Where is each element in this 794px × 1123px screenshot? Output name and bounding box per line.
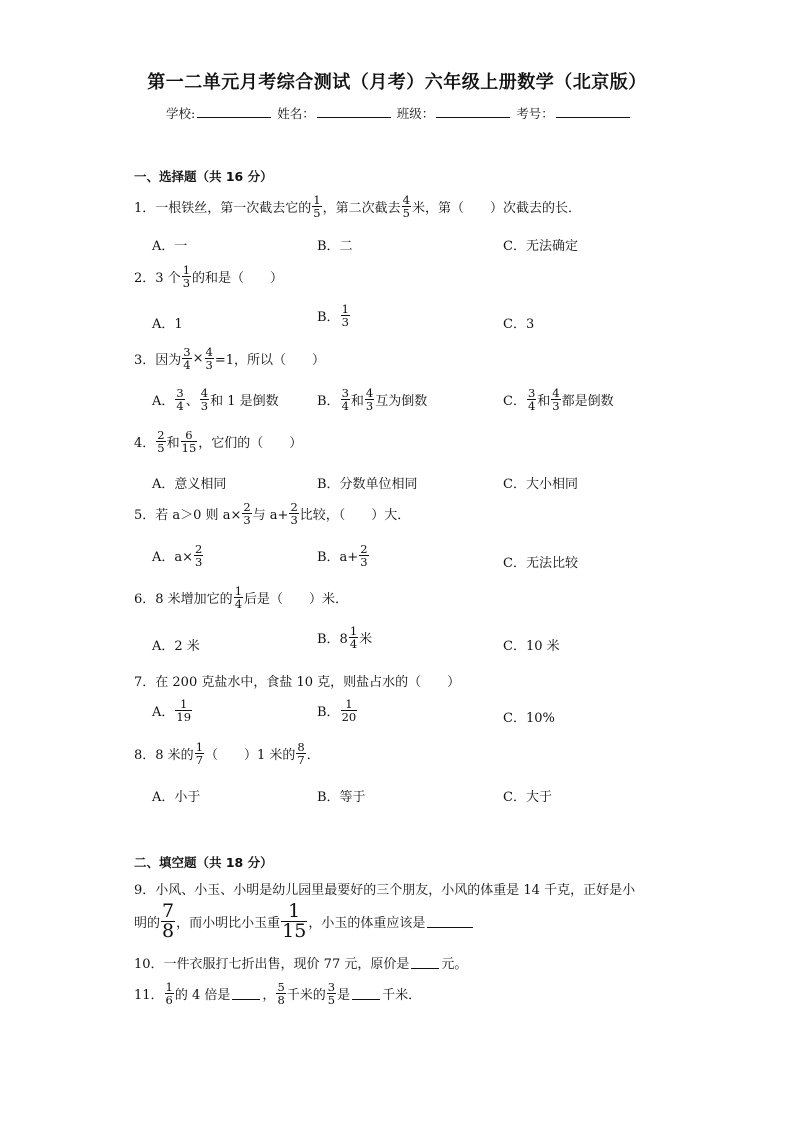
q5-option-c[interactable]: C．无法比较 xyxy=(503,556,578,571)
fraction: $\frac{1}{19}$ xyxy=(176,697,192,725)
q6-option-c[interactable]: C．10 米 xyxy=(503,639,560,654)
q7-option-b[interactable]: B． $\frac{1}{20}$ xyxy=(317,697,357,725)
student-info-line xyxy=(166,104,632,122)
fraction: $\frac{5}{8}$ xyxy=(277,980,285,1008)
question-7: 7．在 200 克盐水中，食盐 10 克，则盐占水的（ ） xyxy=(134,675,461,690)
answer-blank[interactable] xyxy=(232,987,260,1000)
fraction: $\frac{2}{3}$ xyxy=(195,542,203,570)
section-heading-fill: 二、填空题（共 18 分） xyxy=(134,855,273,870)
question-5: 5．若 a＞0 则 a× $\frac{2}{3}$ 与 a+ $\frac{2}{3}$ 比较，（ ）大． xyxy=(134,500,411,528)
question-6: 6．8 米增加它的 $\frac{1}{4}$ 后是（ ）米． xyxy=(134,584,349,612)
q3-option-a[interactable]: A． $\frac{3}{4}$ 、 $\frac{4}{3}$ 和 1 是倒数 xyxy=(152,386,279,414)
question-9-line-2: 明的 $\frac{7}{8}$ ，而小明比小玉重 $\frac{1}{15}$ ，小玉的体重应该是 xyxy=(134,902,475,941)
name-label: 姓名： xyxy=(277,106,315,121)
question-2: 2．3 个 $\frac{1}{3}$ 的和是（ ） xyxy=(134,263,284,291)
name-field[interactable] xyxy=(317,104,391,118)
fraction: $\frac{1}{15}$ xyxy=(282,900,307,942)
fraction: $\frac{1}{7}$ xyxy=(195,740,204,768)
q7-option-a[interactable]: A． $\frac{1}{19}$ xyxy=(152,697,192,725)
q2-option-b[interactable]: B． $\frac{1}{3}$ xyxy=(317,302,349,330)
question-11: 11． $\frac{1}{6}$ 的 4 倍是 ， $\frac{5}{8}$ 千米的 $\frac{3}{5}$ 是 千米． xyxy=(134,980,422,1008)
q8-option-c[interactable]: C．大于 xyxy=(503,790,552,805)
question-10: 10．一件衣服打七折出售，现价 77 元，原价是 元。 xyxy=(134,957,468,972)
fraction: $\frac{4}{3}$ xyxy=(552,386,560,414)
fraction: $\frac{1}{4}$ xyxy=(234,584,243,612)
fraction: $\frac{4}{3}$ xyxy=(205,345,213,373)
question-4: 4． $\frac{2}{5}$ 和 $\frac{6}{15}$ ，它们的（ ） xyxy=(134,428,303,456)
q4-option-a[interactable]: A．意义相同 xyxy=(152,477,227,492)
fraction: $\frac{2}{3}$ xyxy=(243,500,251,528)
answer-blank[interactable] xyxy=(427,915,473,928)
q1-option-a[interactable]: A．一 xyxy=(152,239,188,254)
fraction: $\frac{3}{5}$ xyxy=(327,980,336,1008)
answer-blank[interactable] xyxy=(352,987,380,1000)
fraction: $\frac{4}{3}$ xyxy=(365,386,374,414)
fraction: $\frac{2}{3}$ xyxy=(290,500,298,528)
q1-option-c[interactable]: C．无法确定 xyxy=(503,239,578,254)
q6-option-a[interactable]: A．2 米 xyxy=(152,639,200,654)
fraction: $\frac{8}{7}$ xyxy=(297,740,305,768)
section-heading-choice: 一、选择题（共 16 分） xyxy=(134,169,273,184)
fraction: $\frac{3}{4}$ xyxy=(527,386,536,414)
q7-option-c[interactable]: C．10% xyxy=(503,711,555,726)
fraction: $\frac{1}{6}$ xyxy=(165,980,173,1008)
question-9-line-1: 9．小风、小玉、小明是幼儿园里最要好的三个朋友，小风的体重是 14 千克，正好是小 xyxy=(134,883,636,898)
fraction: $\frac{1}{20}$ xyxy=(341,697,357,725)
fraction: $\frac{4}{3}$ xyxy=(200,386,209,414)
fraction: $\frac{3}{4}$ xyxy=(176,386,184,414)
page-title: 第一二单元月考综合测试（月考）六年级上册数学（北京版） xyxy=(147,72,647,93)
fraction: $\frac{2}{3}$ xyxy=(360,542,368,570)
q3-option-c[interactable]: C． $\frac{3}{4}$ 和 $\frac{4}{3}$ 都是倒数 xyxy=(503,386,614,414)
fraction: $\frac{3}{4}$ xyxy=(183,345,191,373)
q1-option-b[interactable]: B．二 xyxy=(317,239,353,254)
fraction: $\frac{1}{3}$ xyxy=(341,302,349,330)
class-field[interactable] xyxy=(436,104,510,118)
fraction: $\frac{2}{5}$ xyxy=(157,428,165,456)
q4-option-b[interactable]: B．分数单位相同 xyxy=(317,477,418,492)
fraction: $\frac{1}{4}$ xyxy=(349,624,358,652)
q8-option-a[interactable]: A．小于 xyxy=(152,790,201,805)
q4-option-c[interactable]: C．大小相同 xyxy=(503,477,578,492)
q5-option-a[interactable]: A．a× $\frac{2}{3}$ xyxy=(152,542,203,570)
q5-option-b[interactable]: B．a+ $\frac{2}{3}$ xyxy=(317,542,368,570)
school-label: 学校: xyxy=(166,106,196,121)
fraction: $\frac{6}{15}$ xyxy=(181,428,197,456)
class-label: 班级： xyxy=(396,106,435,121)
q2-option-a[interactable]: A．1 xyxy=(152,317,183,332)
question-3: 3．因为 $\frac{3}{4}$ × $\frac{4}{3}$ =1，所以（ ） xyxy=(134,345,326,373)
fraction: $\frac{3}{4}$ xyxy=(341,386,349,414)
fraction: $\frac{7}{8}$ xyxy=(162,900,175,942)
q2-option-c[interactable]: C．3 xyxy=(503,317,535,332)
fraction: $\frac{1}{3}$ xyxy=(182,263,191,291)
q8-option-b[interactable]: B．等于 xyxy=(317,790,366,805)
question-8: 8．8 米的 $\frac{1}{7}$ （ ）1 米的 $\frac{8}{7}$ ． xyxy=(134,740,320,768)
school-field[interactable] xyxy=(197,104,271,118)
question-1: 1．一根铁丝，第一次截去它的 $\frac{1}{5}$ ，第二次截去 $\frac{4}{5}$ 米，第（ ）次截去的长． xyxy=(134,193,581,221)
fraction: $\frac{1}{5}$ xyxy=(313,193,321,221)
q3-option-b[interactable]: B． $\frac{3}{4}$ 和 $\frac{4}{3}$ 互为倒数 xyxy=(317,386,428,414)
fraction: $\frac{4}{5}$ xyxy=(402,193,410,221)
q6-option-b[interactable]: B．8 $\frac{1}{4}$ 米 xyxy=(317,624,373,652)
number-field[interactable] xyxy=(556,104,630,118)
number-label: 考号： xyxy=(516,106,554,121)
answer-blank[interactable] xyxy=(411,956,439,969)
